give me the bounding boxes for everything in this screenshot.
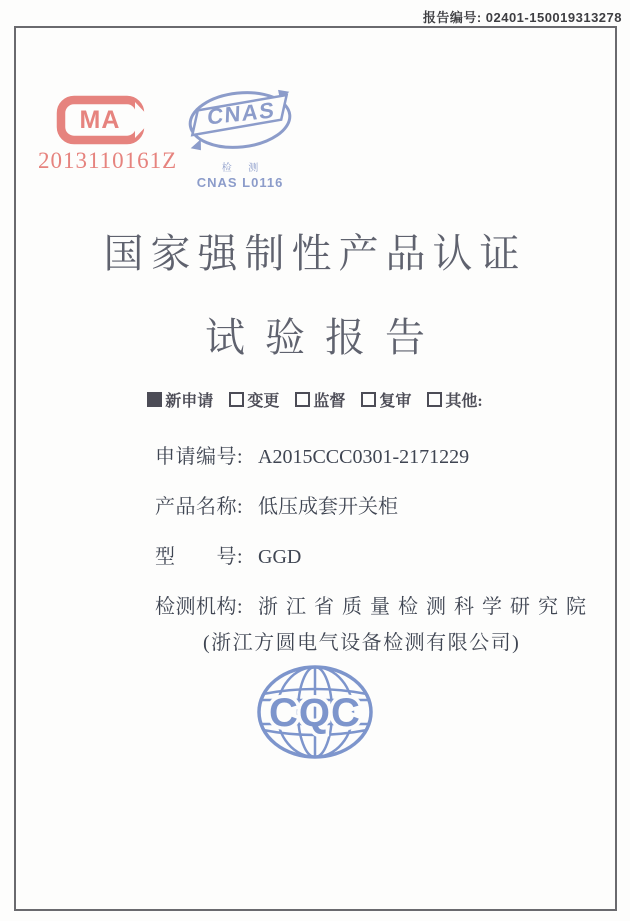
cma-accreditation-number: 2013110161Z (38, 148, 178, 173)
checkbox-icon (427, 392, 442, 407)
field-row (155, 590, 615, 654)
field-label: 产品名称: (155, 496, 244, 518)
checkbox-item (295, 388, 345, 411)
checkbox-item (361, 388, 411, 411)
document-title: 国家强制性产品认证 (103, 231, 527, 276)
field-value-line1: GGD (258, 546, 302, 568)
field-row (155, 540, 615, 568)
field-value-line1: A2015CCC0301-2171229 (258, 446, 470, 468)
checkbox-label: 复审 (379, 393, 412, 410)
cnas-caption: 检 测 (221, 163, 266, 174)
checkbox-icon (229, 392, 244, 407)
fields-section (155, 440, 615, 654)
checkbox-label: 监督 (313, 393, 346, 410)
document-subtitle: 试验报告 (205, 315, 445, 360)
cqc-letters: CQC (269, 691, 361, 735)
application-type-row (0, 388, 630, 411)
field-value (258, 446, 469, 469)
cnas-logo-icon (186, 84, 294, 158)
field-label: 型 号: (155, 546, 244, 568)
checkbox-label: 新申请 (165, 393, 214, 410)
cnas-logo-block (184, 84, 296, 190)
checkbox-item (147, 388, 213, 411)
field-value (258, 490, 398, 519)
checkbox-label: 变更 (247, 393, 280, 410)
field-value-line1: 浙江省质量检测科学研究院 (258, 596, 594, 618)
field-value (258, 546, 301, 569)
checkbox-icon (147, 392, 162, 407)
field-row (155, 490, 615, 518)
checkbox-item (229, 388, 279, 411)
checkbox-icon (361, 392, 376, 407)
checkbox-item (427, 388, 482, 411)
cqc-logo-icon (255, 664, 375, 760)
cma-letters: MA (79, 106, 121, 134)
field-value-line2: (浙江方圆电气设备检测有限公司) (203, 632, 521, 654)
field-row (155, 440, 615, 468)
cnas-letters: CNAS (206, 97, 276, 130)
report-number: 报告编号: 02401-150019313278 (422, 10, 622, 25)
cma-logo-block (38, 95, 178, 174)
checkbox-label: 其他: (445, 393, 483, 410)
cma-logo-icon (56, 95, 152, 145)
cqc-logo-block (255, 664, 375, 760)
field-label: 检测机构: (155, 596, 244, 618)
checkbox-icon (295, 392, 310, 407)
cnas-lab-code: CNAS L0116 (196, 175, 284, 190)
field-value-line1: 低压成套开关柜 (258, 496, 398, 518)
field-label: 申请编号: (155, 446, 244, 468)
field-value (203, 590, 594, 655)
